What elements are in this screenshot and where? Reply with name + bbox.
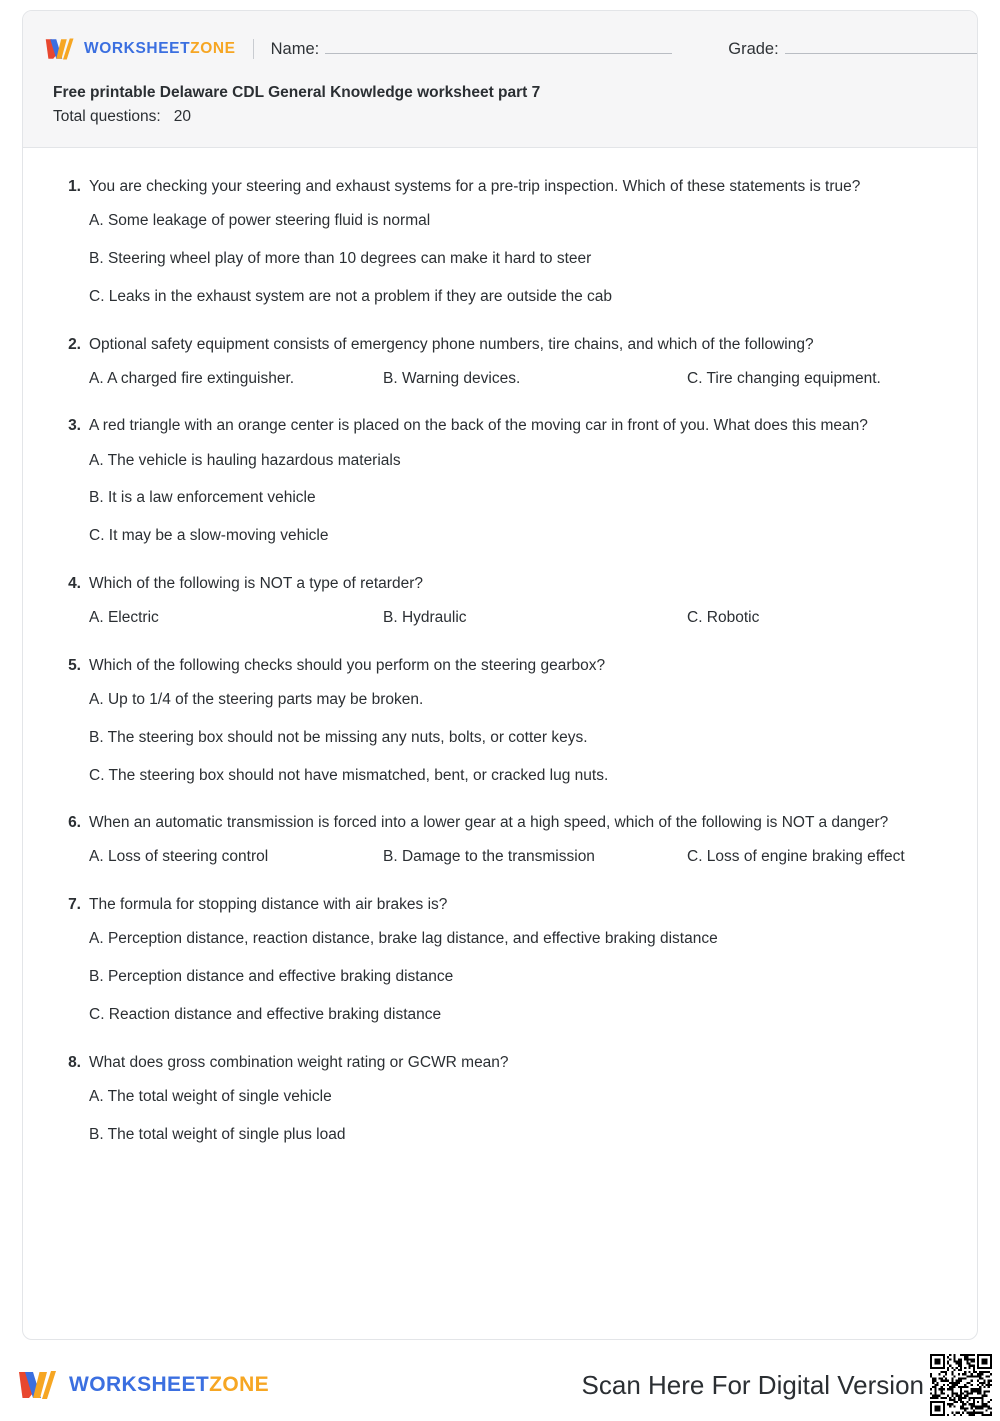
question-header xyxy=(55,1050,937,1075)
question-item xyxy=(55,653,937,789)
question-item xyxy=(55,1050,937,1148)
option-choice[interactable]: B. Steering wheel play of more than 10 degrees can make it hard to steer xyxy=(89,249,592,267)
question-options xyxy=(55,688,937,788)
question-text: Optional safety equipment consists of emergency phone numbers, tire chains, and which of the following? xyxy=(89,335,814,353)
question-text: You are checking your steering and exhaust systems for a pre-trip inspection. Which of these statements is true? xyxy=(89,178,861,195)
question-item xyxy=(55,332,937,392)
logo-word-worksheet: WORKSHEET xyxy=(84,40,191,57)
question-number: 2. xyxy=(68,335,81,353)
question-item xyxy=(55,892,937,1028)
option-choice[interactable]: C. Robotic xyxy=(687,609,760,627)
question-text: The formula for stopping distance with air brakes is? xyxy=(89,896,448,914)
page-title: Free printable Delaware CDL General Knowledge worksheet part 7 xyxy=(53,84,541,101)
worksheetzone-logo xyxy=(43,37,236,61)
option-choice[interactable]: B. Hydraulic xyxy=(383,609,467,627)
question-number: 4. xyxy=(68,574,81,592)
option-choice[interactable]: A. Some leakage of power steering fluid is normal xyxy=(89,212,431,230)
question-text: Which of the following checks should you perform on the steering gearbox? xyxy=(89,656,606,674)
worksheet-footer xyxy=(0,1356,1000,1414)
option-choice[interactable]: B. The steering box should not be missing any nuts, bolts, or cotter keys. xyxy=(89,728,588,746)
question-number: 3. xyxy=(68,417,81,435)
question-header xyxy=(55,571,937,596)
question-text: Which of the following is NOT a type of retarder? xyxy=(89,574,423,592)
name-label: Name: xyxy=(270,40,320,58)
logo-word-zone: ZONE xyxy=(190,40,236,57)
question-number: 7. xyxy=(68,896,81,914)
qr-code[interactable] xyxy=(930,1354,992,1416)
footer-scan-group xyxy=(582,1354,1000,1416)
logo-wordmark xyxy=(84,40,236,58)
question-number: 6. xyxy=(68,814,81,832)
option-choice[interactable]: C. Loss of engine braking effect xyxy=(687,848,905,866)
question-header xyxy=(55,413,937,438)
question-options xyxy=(55,367,937,392)
footer-logo-w-icon xyxy=(16,1369,60,1401)
question-header xyxy=(55,332,937,357)
name-input-line[interactable] xyxy=(325,39,672,54)
option-choice[interactable]: A. Electric xyxy=(89,609,159,627)
header-top-row xyxy=(23,11,977,67)
question-text: A red triangle with an orange center is placed on the back of the moving car in front of you. What does this mean? xyxy=(89,417,868,435)
option-choice[interactable]: A. Loss of steering control xyxy=(89,848,269,866)
question-number: 1. xyxy=(68,178,81,195)
question-options xyxy=(55,449,937,549)
option-choice[interactable]: C. The steering box should not have mismatched, bent, or cracked lug nuts. xyxy=(89,766,609,784)
questions-list xyxy=(23,148,977,1147)
option-choice[interactable]: C. Tire changing equipment. xyxy=(687,369,881,387)
question-options xyxy=(55,1085,937,1148)
total-questions-label: Total questions: xyxy=(53,108,161,126)
question-item xyxy=(55,174,937,310)
question-options xyxy=(55,927,937,1027)
footer-logo-word-zone: ZONE xyxy=(209,1373,270,1396)
worksheet-meta xyxy=(23,67,977,127)
total-questions-value: 20 xyxy=(173,108,191,126)
question-header xyxy=(55,174,937,199)
question-header xyxy=(55,892,937,917)
option-choice[interactable]: B. The total weight of single plus load xyxy=(89,1125,346,1143)
option-choice[interactable]: A. The vehicle is hauling hazardous materials xyxy=(89,451,401,469)
option-choice[interactable]: B. Warning devices. xyxy=(383,369,521,387)
question-item xyxy=(55,413,937,549)
worksheet-card xyxy=(22,10,978,1340)
question-number: 8. xyxy=(68,1053,81,1071)
footer-worksheetzone-logo xyxy=(16,1369,269,1401)
scan-label: Scan Here For Digital Version xyxy=(581,1369,924,1400)
grade-field[interactable] xyxy=(728,39,978,59)
question-text: What does gross combination weight rating or GCWR mean? xyxy=(89,1053,509,1071)
option-choice[interactable]: C. Reaction distance and effective braking distance xyxy=(89,1005,442,1023)
name-field[interactable] xyxy=(271,39,673,59)
question-item xyxy=(55,810,937,870)
question-text: When an automatic transmission is forced into a lower gear at a high speed, which of the following is NOT a danger? xyxy=(89,814,889,832)
grade-label: Grade: xyxy=(728,40,779,58)
option-choice[interactable]: A. A charged fire extinguisher. xyxy=(89,369,295,387)
option-choice[interactable]: C. Leaks in the exhaust system are not a problem if they are outside the cab xyxy=(89,287,612,305)
header-divider xyxy=(253,39,254,59)
option-choice[interactable]: B. Perception distance and effective braking distance xyxy=(89,968,454,986)
question-number: 5. xyxy=(68,656,81,674)
grade-input-line[interactable] xyxy=(785,39,978,54)
option-choice[interactable]: A. Perception distance, reaction distance, brake lag distance, and effective braking distance xyxy=(89,930,718,948)
option-choice[interactable]: B. It is a law enforcement vehicle xyxy=(89,489,316,507)
question-item xyxy=(55,571,937,631)
question-options xyxy=(55,209,937,309)
option-choice[interactable]: C. It may be a slow-moving vehicle xyxy=(89,527,329,545)
footer-logo-wordmark xyxy=(69,1373,269,1397)
question-options xyxy=(55,845,937,870)
option-choice[interactable]: B. Damage to the transmission xyxy=(383,848,595,866)
worksheet-header xyxy=(23,11,977,148)
question-options xyxy=(55,606,937,631)
footer-logo-word-worksheet: WORKSHEET xyxy=(69,1373,210,1396)
option-choice[interactable]: A. The total weight of single vehicle xyxy=(89,1087,332,1105)
option-choice[interactable]: A. Up to 1/4 of the steering parts may be broken. xyxy=(89,690,424,708)
logo-w-icon xyxy=(43,37,77,61)
question-header xyxy=(55,653,937,678)
total-questions-row xyxy=(53,107,977,127)
question-header xyxy=(55,810,937,835)
